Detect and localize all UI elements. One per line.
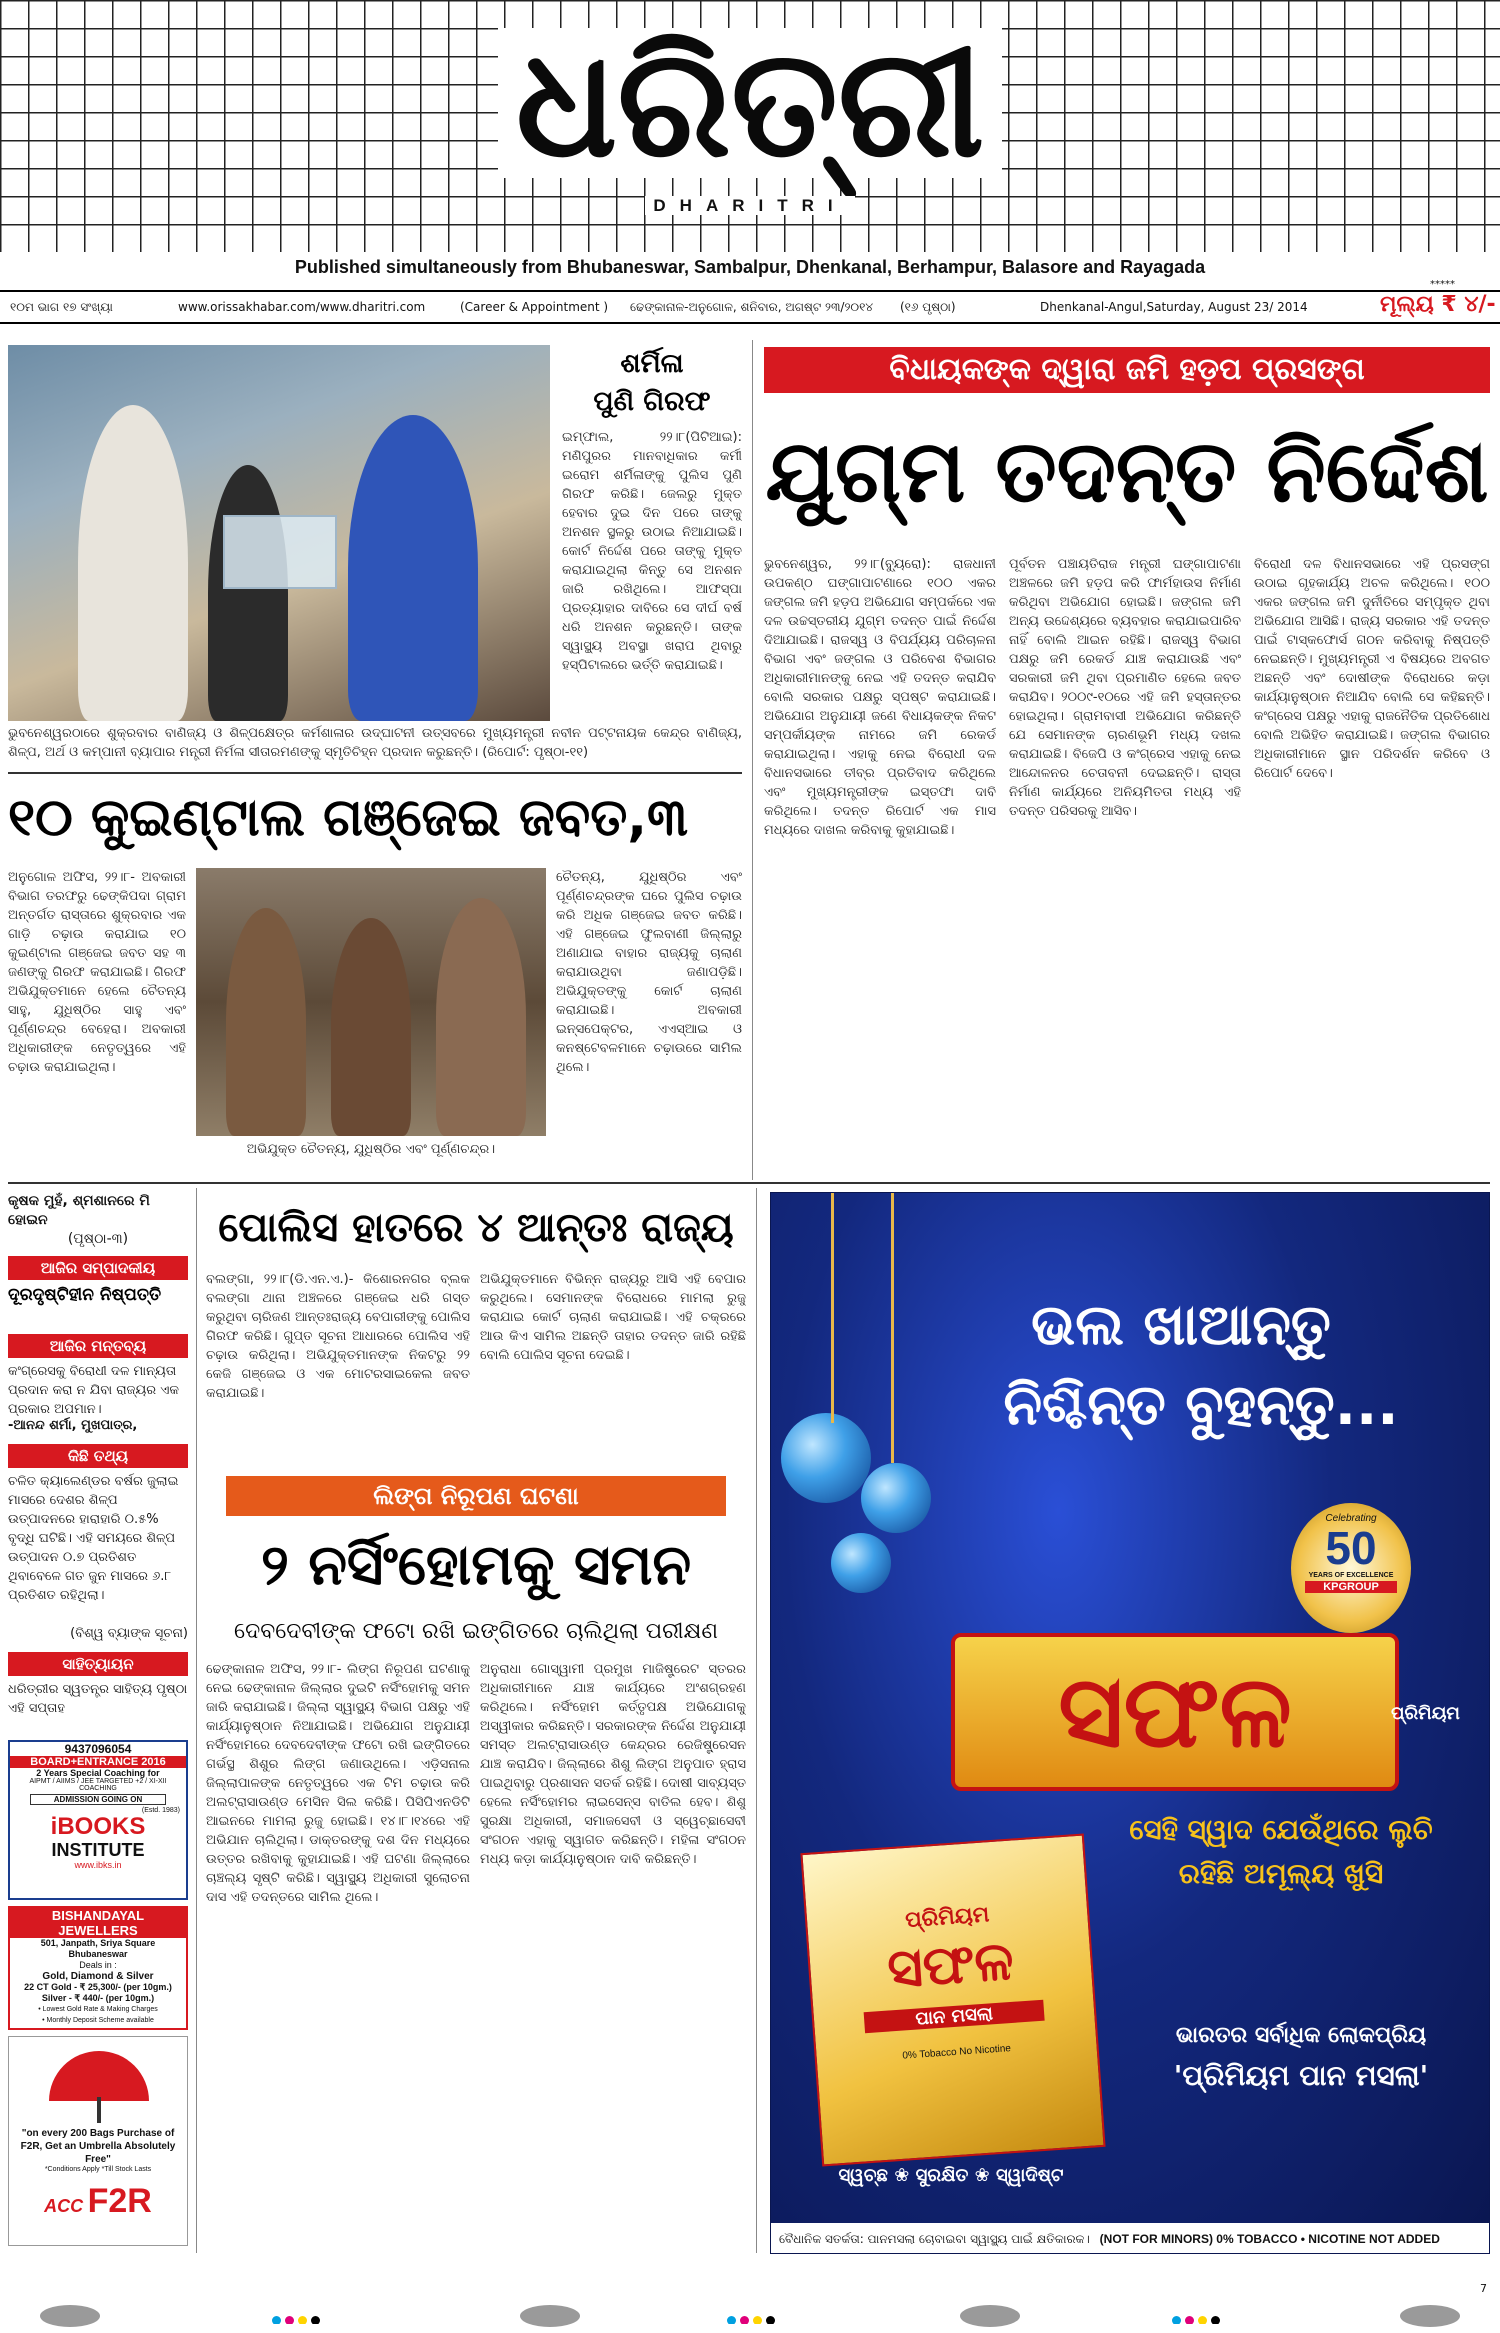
nursing-deck: ଦେବଦେବୀଙ୍କ ଫଟୋ ରଖି ଇଙ୍ଗିତରେ ଚାଲିଥିଲା ପରୀକ୍ଷଣ (234, 1619, 718, 1644)
pan-masala-pack (800, 1833, 1105, 2166)
premium-label: ପ୍ରିମିୟମ (1391, 1703, 1460, 1724)
accused-photo (196, 868, 546, 1136)
section-comment-body: କଂଗ୍ରେସକୁ ବିରୋଧୀ ଦଳ ମାନ୍ୟତା ପ୍ରଦାନ କରା ନ ଯିବା ରାଜ୍ୟର ଏକ ପ୍ରକାର ଅପମାନ। (8, 1364, 179, 1416)
police-col-2: ଅଭିଯୁକ୍ତମାନେ ବିଭିନ୍ନ ରାଜ୍ୟରୁ ଆସି ଏହି ବେପାର କରୁଥିଲେ। ସେମାନଙ୍କ ବିରୋଧରେ ମାମଲା ରୁଜୁ କରାଯାଇ କୋର୍ଟ ଚାଲାଣ କରାଯାଇଛି। ଏହି ଚକ୍ରରେ ଆଉ କିଏ ସାମିଲ ଅଛନ୍ତି ତାହାର ତଦନ୍ତ ଜାରି ରହିଛି ବୋଲି ପୋଲିସ ସୂଚନା ଦେଇଛି। (480, 1272, 746, 1363)
nursing-headline: ୨ ନର୍ସିଂହୋମକୁ ସମନ (260, 1533, 692, 1598)
jewellers-ad[interactable] (8, 1906, 188, 2030)
jeweller-city: Bhubaneswar (68, 1949, 128, 1959)
ibooks-ad[interactable] (8, 1740, 188, 1900)
ad-line-3: ଭାରତର ସର୍ବାଧିକ ଲୋକପ୍ରିୟ (1175, 2023, 1427, 2048)
f2r-conditions: *Conditions Apply *Till Stock Lasts (44, 2166, 152, 2173)
section-comment-title: ଆଜିର ମନ୍ତବ୍ୟ (8, 1334, 188, 1358)
masthead-latin (0, 196, 1500, 226)
ornament-ribbon (831, 1193, 834, 1423)
pack-footer: ସ୍ୱଚ୍ଛ ❀ ସୁରକ୍ଷିତ ❀ ସ୍ୱାଦିଷ୍ଟ (838, 2165, 1064, 2186)
years-number: 50 (1325, 1522, 1377, 1574)
ibooks-web[interactable]: www.ibks.in (74, 1860, 122, 1870)
board-banner: BOARD+ENTRANCE 2016 (10, 1756, 186, 1768)
kp-group-logo: KPGROUP (1305, 1581, 1397, 1593)
nursing-col-1: ଢେଙ୍କାନାଳ ଅଫିସ, ୨୨।୮- ଲିଙ୍ଗ ନିରୂପଣ ଘଟଣାକୁ ନେଇ ଢେଙ୍କାନାଳ ଜିଲ୍ଲାର ଦୁଇଟି ନର୍ସିଂହୋମକୁ ସମନ ଜାରି କରାଯାଇଛି। ଜିଲ୍ଲା ସ୍ୱାସ୍ଥ୍ୟ ବିଭାଗ ପକ୍ଷରୁ ଏହି କାର୍ଯ୍ୟାନୁଷ୍ଠାନ ନିଆଯାଇଛି। ଅଭିଯୋଗ ଅନୁଯାୟୀ ନର୍ସିଂହୋମରେ ଦେବଦେବୀଙ୍କ ଫଟୋ ରଖି ଇଙ୍ଗିତରେ ଗର୍ଭସ୍ଥ ଶିଶୁର ଲିଙ୍ଗ ଜଣାଉଥିଲେ। ଏଡ଼ିସନାଲ ଜିଲ୍ଲାପାଳଙ୍କ ନେତୃତ୍ୱରେ ଏକ ଟିମ ଚଢ଼ାଉ କରି ଅଲଟ୍ରାସାଉଣ୍ଡ ମେସିନ ସିଲ କରିଛି। ପିସିପିଏନଡିଟି ଆଇନରେ ମାମଲା ରୁଜୁ ହୋଇଛି। ୧୪।୮।୧୪ରେ ଏହି ଅଭିଯାନ ଚାଲିଥିଲା। ଡାକ୍ତରଙ୍କୁ ଦଶ ଦିନ ମଧ୍ୟରେ ଉତ୍ତର ରଖିବାକୁ କୁହାଯାଇଛି। ଏହି ଘଟଣା ଜିଲ୍ଲାରେ ଚାଞ୍ଚଲ୍ୟ ସୃଷ୍ଟି କରିଛି। ସ୍ୱାସ୍ଥ୍ୟ ଅଧିକାରୀ ସୁଲୋଚନା ଦାସ ଏହି ତଦନ୍ତରେ ସାମିଲ ଥିଲେ। (206, 1662, 470, 1905)
accused-3 (436, 898, 526, 1136)
section-literature-title: ସାହିତ୍ୟାୟନ (8, 1652, 188, 1676)
acc-logo: ACC (44, 2196, 84, 2216)
rule (8, 772, 742, 774)
jeweller-name: BISHANDAYAL (10, 1908, 186, 1923)
nursing-kicker: ଲିଙ୍ଗ ନିରୂପଣ ଘଟଣା (226, 1476, 726, 1516)
person-mid (208, 465, 288, 721)
ornament-ball (831, 1533, 891, 1593)
ad-tagline-1: ଭଲ ଖାଆନ୍ତୁ (1031, 1293, 1331, 1358)
f2r-offer: "on every 200 Bags Purchase of F2R, Get an Umbrella Absolutely Free" (20, 2128, 176, 2165)
estd: (Estd. 1983) (141, 1807, 180, 1814)
divider (196, 1188, 197, 2253)
page-number: 7 (1480, 2282, 1487, 2295)
person-right (348, 415, 478, 721)
dateline-bar (0, 290, 1500, 324)
umbrella-icon (9, 2037, 187, 2127)
nursing-col-2: ଅନୁରାଧା ଗୋସ୍ୱାମୀ ପ୍ରମୁଖ ମାଜିଷ୍ଟ୍ରେଟ ସ୍ତରର ଅଧିକାରୀମାନେ ଯାଞ୍ଚ କାର୍ଯ୍ୟରେ ଅଂଶଗ୍ରହଣ କରିଥିଲେ। ନର୍ସିଂହୋମ କର୍ତ୍ତୃପକ୍ଷ ଅଭିଯୋଗକୁ ଅସ୍ୱୀକାର କରିଛନ୍ତି। ସରକାରଙ୍କ ନିର୍ଦ୍ଦେଶ ଅନୁଯାୟୀ ସମସ୍ତ ଅଲଟ୍ରାସାଉଣ୍ଡ କେନ୍ଦ୍ରର ରେଜିଷ୍ଟ୍ରେସନ ଯାଞ୍ଚ କରାଯିବ। ଜିଲ୍ଲାରେ ଶିଶୁ ଲିଙ୍ଗ ଅନୁପାତ ହ୍ରାସ ପାଇଥିବାରୁ ପ୍ରଶାସନ ସତର୍କ ରହିଛି। ଦୋଷୀ ସାବ୍ୟସ୍ତ ହେଲେ ନର୍ସିଂହୋମର ଲାଇସେନ୍ସ ବାତିଲ ହେବ। ଶିଶୁ ସୁରକ୍ଷା ଅଧିକାରୀ, ସମାଜସେବୀ ଓ ସ୍ୱେଚ୍ଛାସେବୀ ସଂଗଠନ ଏହାକୁ ସ୍ୱାଗତ କରିଛନ୍ତି। ମହିଳା ସଂଗଠନ ମଧ୍ୟ କଡ଼ା କାର୍ଯ୍ୟାନୁଷ୍ଠାନ ଦାବି କରିଛନ୍ତି। (480, 1662, 746, 1867)
special-coaching: 2 Years Special Coaching for (36, 1768, 160, 1778)
jeweller-deals: Deals in : (79, 1960, 117, 1970)
section-facts-source: (ବିଶ୍ୱ ବ୍ୟାଙ୍କ ସୂଚନା) (70, 1626, 188, 1641)
ganja-col-3: ଚୈତନ୍ୟ, ଯୁଧିଷ୍ଠିର ଏବଂ ପୂର୍ଣ୍ଣଚନ୍ଦ୍ରଙ୍କ ଘରେ ପୁଲିସ ଚଢ଼ାଉ କରି ଅଧିକ ଗଞ୍ଜେଇ ଜବତ କରିଛି। ଏହି ଗଞ୍ଜେଇ ଫୁଲବାଣୀ ଜିଲ୍ଲାରୁ ଅଣାଯାଇ ବାହାର ରାଜ୍ୟକୁ ଚାଲାଣ କରାଯାଉଥିବା ଜଣାପଡ଼ିଛି। ଅଭିଯୁକ୍ତଙ୍କୁ କୋର୍ଟ ଚାଲାଣ କରାଯାଇଛି। ଅବକାରୀ ଇନ୍‌ସପେକ୍ଟର, ଏଏସ୍ଆଇ ଓ କନଷ୍ଟେବଳମାନେ ଚଢ଼ାଉରେ ସାମିଲ ଥିଲେ। (556, 870, 742, 1075)
kp-50-badge (1291, 1503, 1411, 1633)
warning-english: (NOT FOR MINORS) 0% TOBACCO • NICOTINE NOT ADDED (1099, 2232, 1440, 2246)
volume: ୧୦ମ ଭାଗ ୧୭ ସଂଖ୍ୟା (10, 300, 113, 314)
ad-line-2: ରହିଛି ଅମୂଲ୍ୟ ଖୁସି (1178, 1857, 1384, 1890)
jeweller-gold-silver: Gold, Diamond & Silver (42, 1971, 154, 1982)
statutory-warning (771, 2223, 1490, 2254)
sharmila-body: ଇମ୍ଫାଲ, ୨୨।୮(ପିଟିଆଇ): ମଣିପୁରର ମାନବାଧିକାର କର୍ମୀ ଇରୋମ ଶର୍ମିଳାଙ୍କୁ ପୁଲିସ ପୁଣି ଗିରଫ କରିଛି। ଜେଲରୁ ମୁକ୍ତ ହେବାର ଦୁଇ ଦିନ ପରେ ତାଙ୍କୁ ଅନଶନ ସ୍ଥଳରୁ ଉଠାଇ ନିଆଯାଇଛି। କୋର୍ଟ ନିର୍ଦ୍ଦେଶ ପରେ ତାଙ୍କୁ ମୁକ୍ତ କରାଯାଇଥିଲା କିନ୍ତୁ ସେ ଅନଶନ ଜାରି ରଖିଥିଲେ। ଆଫସ୍ପା ପ୍ରତ୍ୟାହାର ଦାବିରେ ସେ ଦୀର୍ଘ ବର୍ଷ ଧରି ଅନଶନ କରୁଛନ୍ତି। ତାଙ୍କ ସ୍ୱାସ୍ଥ୍ୟ ଅବସ୍ଥା ଖରାପ ଥିବାରୁ ହସ୍ପିଟାଲରେ ଭର୍ତ୍ତି କରାଯାଇଛି। (562, 430, 742, 673)
gold-rate: 22 CT Gold - ₹ 25,300/- (per 10gm.) (24, 1982, 172, 1992)
sharmila-headline: ଶର୍ମିଳା ପୁଣି ଗିରଫ (593, 348, 711, 417)
ad-line-1: ସେହି ସ୍ୱାଦ ଯେଉଁଥିରେ ଲୁଚି (1129, 1813, 1433, 1846)
color-dots (270, 2310, 340, 2324)
masthead-title: ଧରିତ୍ରୀ (498, 28, 1003, 178)
english-date: Dhenkanal-Angul,Saturday, August 23/ 2014 (1040, 300, 1308, 314)
lead-col-3: ବିରୋଧୀ ଦଳ ବିଧାନସଭାରେ ଏହି ପ୍ରସଙ୍ଗ ଉଠାଇ ଗୃହକାର୍ଯ୍ୟ ଅଚଳ କରିଥିଲେ। ୧୦୦ ଏକର ଜଙ୍ଗଲ ଜମି ଦୁର୍ନୀତିରେ ସମ୍ପୃକ୍ତ ଥିବା ଅଭିଯୋଗ ଆସିଛି। ରାଜ୍ୟ ସରକାର ଏହି ତଦନ୍ତ ପାଇଁ ଟାସ୍କଫୋର୍ସ ଗଠନ କରିବାକୁ ନିଷ୍ପତ୍ତି ନେଇଛନ୍ତି। ମୁଖ୍ୟମନ୍ତ୍ରୀ ଏ ବିଷୟରେ ଅବଗତ ଅଛନ୍ତି ଏବଂ ଦୋଷୀଙ୍କ ବିରୋଧରେ କଡ଼ା କାର୍ଯ୍ୟାନୁଷ୍ଠାନ ନିଆଯିବ ବୋଲି ସେ କହିଛନ୍ତି। କଂଗ୍ରେସ ପକ୍ଷରୁ ଏହାକୁ ରାଜନୈତିକ ପ୍ରତିଶୋଧ ବୋଲି ଅଭିହିତ କରାଯାଇଛି। ଜଙ୍ଗଲ ବିଭାଗର ଅଧିକାରୀମାନେ ସ୍ଥାନ ପରିଦର୍ଶନ କରିବେ ଓ ରିପୋର୍ଟ ଦେବେ। (1254, 557, 1490, 781)
price: ମୂଲ୍ୟ ₹ ୪/- (1380, 292, 1496, 317)
pack-brand: ସଫଳ (885, 1928, 1016, 2001)
published-line: Published simultaneously from Bhubaneswar, Sambalpur, Dhenkanal, Berhampur, Balasore and Rayagada (294, 257, 1206, 277)
accused-caption: ଅଭିଯୁକ୍ତ ଚୈତନ୍ୟ, ଯୁଧିଷ୍ଠିର ଏବଂ ପୂର୍ଣ୍ଣଚନ୍ଦ୍ର। (246, 1142, 496, 1157)
jeweller-name-2: JEWELLERS (10, 1923, 186, 1938)
person-left (78, 405, 188, 721)
cm-photo (8, 345, 550, 721)
ibooks-logo: iBOOKS (50, 1813, 146, 1840)
local-date: ଢେଙ୍କାନାଳ-ଅନୁଗୋଳ, ଶନିବାର, ଅଗଷ୍ଟ ୨୩/୨୦୧୪ (630, 300, 874, 314)
ad-tagline-2: ନିଶ୍ଚିନ୍ତ ବୁହନ୍ତୁ... (1003, 1373, 1399, 1438)
saphal-logo: ସଫଳ (1058, 1653, 1292, 1770)
lead-kicker: ବିଧାୟକଙ୍କ ଦ୍ୱାରା ଜମି ହଡ଼ପ ପ୍ରସଙ୍ଗ (764, 347, 1490, 393)
warning-oriya: ବୈଧାନିକ ସତର୍କତା: ପାନମସଲା ଚୋବାଇବା ସ୍ୱାସ୍ଥ୍ୟ ପାଇଁ କ୍ଷତିକାରକ। (779, 2232, 1090, 2246)
phone-number: 9437096054 (64, 1742, 132, 1756)
website[interactable]: www.orissakhabar.com/www.dharitri.com (178, 300, 426, 314)
ornament-ribbon (891, 1193, 894, 1463)
institute-label: INSTITUTE (51, 1840, 145, 1860)
rule (8, 1182, 1490, 1184)
lead-col-1: ଭୁବନେଶ୍ୱର, ୨୨।୮(ବ୍ୟୁରୋ): ରାଜଧାନୀ ଉପକଣ୍ଠ ଘଙ୍ଗାପାଟଣାରେ ୧୦୦ ଏକର ଜଙ୍ଗଲ ଜମି ହଡ଼ପ ଅଭିଯୋଗ ସମ୍ପର୍କରେ ଏକ ଦଳ ଉଚ୍ଚସ୍ତରୀୟ ଯୁଗ୍ମ ତଦନ୍ତ ପାଇଁ ନିର୍ଦ୍ଦେଶ ଦିଆଯାଇଛି। ରାଜସ୍ୱ ଓ ବିପର୍ଯ୍ୟୟ ପରିଚାଳନା ବିଭାଗ ଏବଂ ଜଙ୍ଗଲ ଓ ପରିବେଶ ବିଭାଗର ଅଧିକାରୀମାନଙ୍କୁ ନେଇ ଏହି ତଦନ୍ତ କରାଯିବ ବୋଲି ସରକାର ପକ୍ଷରୁ ସ୍ପଷ୍ଟ କରାଯାଇଛି। ଅଭିଯୋଗ ଅନୁଯାୟୀ ଜଣେ ବିଧାୟକଙ୍କ ନିକଟ ସମ୍ପର୍କୀୟଙ୍କ ନାମରେ ଜମି ରେକର୍ଡ କରାଯାଇଥିଲା। ଏହାକୁ ନେଇ ବିରୋଧୀ ଦଳ ବିଧାନସଭାରେ ତୀବ୍ର ପ୍ରତିବାଦ କରିଥିଲେ ଏବଂ ମୁଖ୍ୟମନ୍ତ୍ରୀଙ୍କ ଇସ୍ତଫା ଦାବି କରିଥିଲେ। ତଦନ୍ତ ରିପୋର୍ଟ ଏକ ମାସ ମଧ୍ୟରେ ଦାଖଲ କରିବାକୁ କୁହାଯାଇଛି। (764, 557, 996, 838)
registration-mark (520, 2305, 580, 2327)
courses: AIPMT / AIIMS / JEE TARGETED +2 / XI-XII COACHING (29, 1778, 167, 1792)
police-col-1: ବଲଙ୍ଗା, ୨୨।୮(ଡି.ଏନ.ଏ.)- କିଶୋରନଗର ବ୍ଲକ ବଲଙ୍ଗା ଥାନା ଅଞ୍ଚଳରେ ଗଞ୍ଜେଇ ଧରି ଗସ୍ତ କରୁଥିବା ଚାରିଜଣ ଆନ୍ତଃରାଜ୍ୟ ବେପାରୀଙ୍କୁ ପୋଲିସ ଗିରଫ କରିଛି। ଗୁପ୍ତ ସୂଚନା ଆଧାରରେ ପୋଲିସ ଏହି ଚଢ଼ାଉ କରିଥିଲା। ଅଭିଯୁକ୍ତମାନଙ୍କ ନିକଟରୁ ୨୨ କେଜି ଗଞ୍ଜେଇ ଓ ଏକ ମୋଟରସାଇକେଲ ଜବତ କରାଯାଇଛି। (206, 1272, 470, 1401)
divider (752, 340, 753, 1180)
celebrating-label: Celebrating (1325, 1513, 1377, 1524)
career-label: (Career & Appointment ) (460, 300, 609, 314)
accused-2 (331, 918, 411, 1136)
lead-col-2: ପୂର୍ବତନ ପଞ୍ଚାୟତିରାଜ ମନ୍ତ୍ରୀ ଘଙ୍ଗାପାଟଣା ଅଞ୍ଚଳରେ ଜମି ହଡ଼ପ କରି ଫାର୍ମହାଉସ ନିର୍ମାଣ କରିଥିବା ଅଭିଯୋଗ ହୋଇଛି। ଜଙ୍ଗଲ ଜମି ଅନ୍ୟ ଉଦ୍ଦେଶ୍ୟରେ ବ୍ୟବହାର କରାଯାଇପାରିବ ନାହିଁ ବୋଲି ଆଇନ ରହିଛି। ରାଜସ୍ୱ ବିଭାଗ ପକ୍ଷରୁ ଜମି ରେକର୍ଡ ଯାଞ୍ଚ କରାଯାଉଛି ଏବଂ ସରକାରୀ ଜମି ଥିବା ପ୍ରମାଣିତ ହେଲେ ଜବତ କରାଯିବ। ୨୦୦୯-୧୦ରେ ଏହି ଜମି ହସ୍ତାନ୍ତର ହୋଇଥିଲା। ଗ୍ରାମବାସୀ ଅଭିଯୋଗ କରିଛନ୍ତି ଯେ ସେମାନଙ୍କ ଚାରଣଭୂମି ମଧ୍ୟ ଦଖଲ କରାଯାଇଛି। ବିଜେପି ଓ କଂଗ୍ରେସ ଏହାକୁ ନେଇ ଆନ୍ଦୋଳନର ଚେତାବନୀ ଦେଇଛନ୍ତି। ରାସ୍ତା ନିର୍ମାଣ କାର୍ଯ୍ୟରେ ଅନିୟମିତତା ମଧ୍ୟ ଏହି ତଦନ୍ତ ପରିସରକୁ ଆସିବ। (1009, 557, 1241, 819)
ornament-ball (781, 1413, 871, 1503)
ganja-headline: ୧୦ କୁଇଣ୍ଟାଲ ଗଞ୍ଜେଇ ଜବତ,୩ (8, 788, 688, 848)
sidebar-teaser[interactable]: କୃଷକ ମୁହଁ, ଶ୍ମଶାନରେ ମି ହୋଇନ (ପୃଷ୍ଠା-୩) (8, 1193, 150, 1247)
jeweller-bullet-2: • Monthly Deposit Scheme available (42, 2017, 154, 2024)
color-dots (725, 2310, 795, 2324)
lead-headline: ଯୁଗ୍ମ ତଦନ୍ତ ନିର୍ଦ୍ଦେଶ (765, 422, 1489, 522)
ad-line-4: 'ପ୍ରିମିୟମ ପାନ ମସଲା' (1173, 2059, 1429, 2092)
f2r-ad[interactable] (8, 2036, 188, 2246)
divider (756, 1188, 757, 2253)
saphal-logo-box (951, 1633, 1399, 1791)
memento (223, 515, 337, 589)
section-editorial-title: ଆଜିର ସମ୍ପାଦକୀୟ (8, 1256, 188, 1280)
stars: ***** (1430, 279, 1455, 290)
ornament-ball (861, 1463, 931, 1533)
pan-masala-ad[interactable] (770, 1192, 1490, 2254)
police-headline: ପୋଲିସ ହାତରେ ୪ ଆନ୍ତଃ ରାଜ୍ୟ (218, 1205, 734, 1251)
section-literature-body[interactable]: ଧରିତ୍ରୀର ସ୍ୱତନ୍ତ୍ର ସାହିତ୍ୟ ପୃଷ୍ଠା ଏହି ସପ୍ତାହ (8, 1682, 188, 1716)
jeweller-address: 501, Janpath, Sriya Square (40, 1938, 156, 1948)
registration-mark (960, 2305, 1020, 2327)
jeweller-bullet-1: • Lowest Gold Rate & Making Charges (38, 2006, 158, 2013)
registration-mark (40, 2305, 100, 2327)
registration-mark (1400, 2305, 1460, 2327)
section-facts-title: କିଛି ତଥ୍ୟ (8, 1444, 188, 1468)
ganja-col-1: ଅନୁଗୋଳ ଅଫିସ, ୨୨।୮- ଅବକାରୀ ବିଭାଗ ତରଫରୁ ଢେଙ୍କିପଦା ଗ୍ରାମ ଅନ୍ତର୍ଗତ ରାସ୍ତାରେ ଶୁକ୍ରବାର ଏକ ଗାଡ଼ି ଚଢ଼ାଉ କରାଯାଇ ୧୦ କୁଇଣ୍ଟାଲ ଗଞ୍ଜେଇ ଜବତ ସହ ୩ ଜଣଙ୍କୁ ଗିରଫ କରାଯାଇଛି। ଗିରଫ ଅଭିଯୁକ୍ତମାନେ ହେଲେ ଚୈତନ୍ୟ ସାହୁ, ଯୁଧିଷ୍ଠିର ସାହୁ ଏବଂ ପୂର୍ଣ୍ଣଚନ୍ଦ୍ର ବେହେରା। ଅବକାରୀ ଅଧିକାରୀଙ୍କ ନେତୃତ୍ୱରେ ଏହି ଚଢ଼ାଉ କରାଯାଇଥିଲା। (8, 870, 186, 1075)
pack-top: ପ୍ରିମିୟମ (904, 1902, 991, 1934)
years-sub: YEARS OF EXCELLENCE (1308, 1572, 1394, 1579)
section-comment-author: -ଆନନ୍ଦ ଶର୍ମା, ମୁଖପାତ୍ର, (8, 1418, 138, 1433)
page-count: (୧୬ ପୃଷ୍ଠା) (900, 300, 956, 314)
masthead-subtitle: DHARITRI (645, 196, 854, 215)
pack-sub: ପାନ ମସଲା (864, 2000, 1045, 2034)
f2r-logo: F2R (87, 2182, 152, 2220)
section-editorial-body[interactable]: ଦୂରଦୃଷ୍ଟିହୀନ ନିଷ୍ପତ୍ତି (8, 1285, 162, 1305)
color-dots (1170, 2310, 1240, 2324)
cm-photo-caption: ଭୁବନେଶ୍ୱରଠାରେ ଶୁକ୍ରବାର ବାଣିଜ୍ୟ ଓ ଶିଳ୍ପକ୍ଷେତ୍ର କର୍ମଶାଳାର ଉଦ୍‌ଘାଟନୀ ଉତ୍ସବରେ ମୁଖ୍ୟମନ୍ତ୍ରୀ ନବୀନ ପଟ୍ଟନାୟକ କେନ୍ଦ୍ର ବାଣିଜ୍ୟ, ଶିଳ୍ପ, ଅର୍ଥ ଓ କମ୍ପାନୀ ବ୍ୟାପାର ମନ୍ତ୍ରୀ ନିର୍ମଳା ସୀତାରମଣଙ୍କୁ ସ୍ମୃତିଚିହ୍ନ ପ୍ରଦାନ କରୁଛନ୍ତି। (ରିପୋର୍ଟ: ପୃଷ୍ଠା-୧୧) (8, 726, 742, 760)
section-facts-body: ଚଳିତ କ୍ୟାଲେଣ୍ଡର ବର୍ଷର ଜୁଲାଇ ମାସରେ ଦେଶର ଶିଳ୍ପ ଉତ୍ପାଦନରେ ହାରାହାରି ୦.୫% ବୃଦ୍ଧି ଘଟିଛି। ଏହି ସମୟରେ ଶିଳ୍ପ ଉତ୍ପାଦନ ୦.୭ ପ୍ରତିଶତ ଥିବାବେଳେ ଗତ ଜୁନ ମାସରେ ୬.୮ ପ୍ରତିଶତ ରହିଥିଲା। (8, 1474, 179, 1603)
admission-badge: ADMISSION GOING ON (30, 1794, 166, 1805)
accused-1 (226, 908, 306, 1136)
silver-rate: Silver - ₹ 440/- (per 10gm.) (41, 1993, 155, 2003)
pack-note: 0% Tobacco No Nicotine (902, 2043, 1012, 2062)
